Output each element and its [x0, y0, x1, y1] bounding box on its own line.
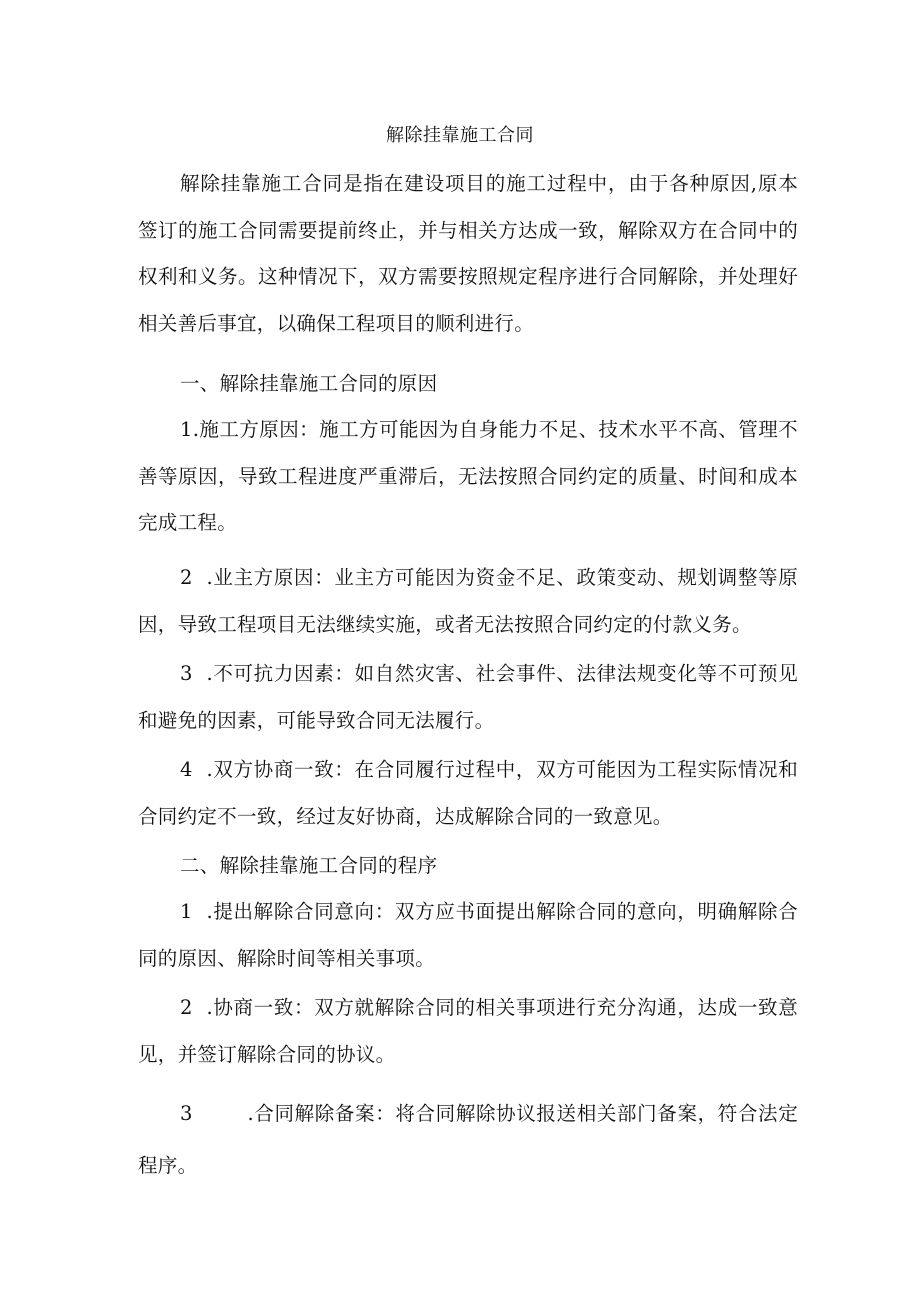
reason-item-4: 4 .双方协商一致：在合同履行过程中，双方可能因为工程实际情况和合同约定不一致，经过友好协商，达成解除合同的一致意见。	[138, 758, 798, 828]
section-heading-reasons: 一、解除挂靠施工合同的原因	[180, 372, 438, 395]
procedure-item-1: 1 .提出解除合同意向：双方应书面提出解除合同的意向，明确解除合同的原因、解除时间等相关事项。	[138, 900, 798, 970]
procedure-item-3: 3 .合同解除备案：将合同解除协议报送相关部门备案，符合法定程序。	[138, 1102, 798, 1177]
intro-paragraph: 解除挂靠施工合同是指在建设项目的施工过程中，由于各种原因,原本签订的施工合同需要提前终止，并与相关方达成一致，解除双方在合同中的权利和义务。这种情况下，双方需要按照规定程序进行合同解除，并处理好相关善后事宜，以确保工程项目的顺利进行。	[138, 172, 798, 335]
section-heading-procedure: 二、解除挂靠施工合同的程序	[180, 854, 438, 877]
procedure-item-2: 2 .协商一致：双方就解除合同的相关事项进行充分沟通，达成一致意见，并签订解除合同的协议。	[138, 996, 798, 1066]
document-title: 解除挂靠施工合同	[386, 125, 534, 146]
reason-item-2: 2 .业主方原因：业主方可能因为资金不足、政策变动、规划调整等原因，导致工程项目无法继续实施，或者无法按照合同约定的付款义务。	[138, 566, 798, 636]
reason-item-1: 1.施工方原因：施工方可能因为自身能力不足、技术水平不高、管理不善等原因，导致工程进度严重滞后，无法按照合同约定的质量、时间和成本完成工程。	[138, 418, 798, 534]
reason-item-3: 3 .不可抗力因素：如自然灾害、社会事件、法律法规变化等不可预见和避免的因素，可能导致合同无法履行。	[138, 662, 798, 732]
